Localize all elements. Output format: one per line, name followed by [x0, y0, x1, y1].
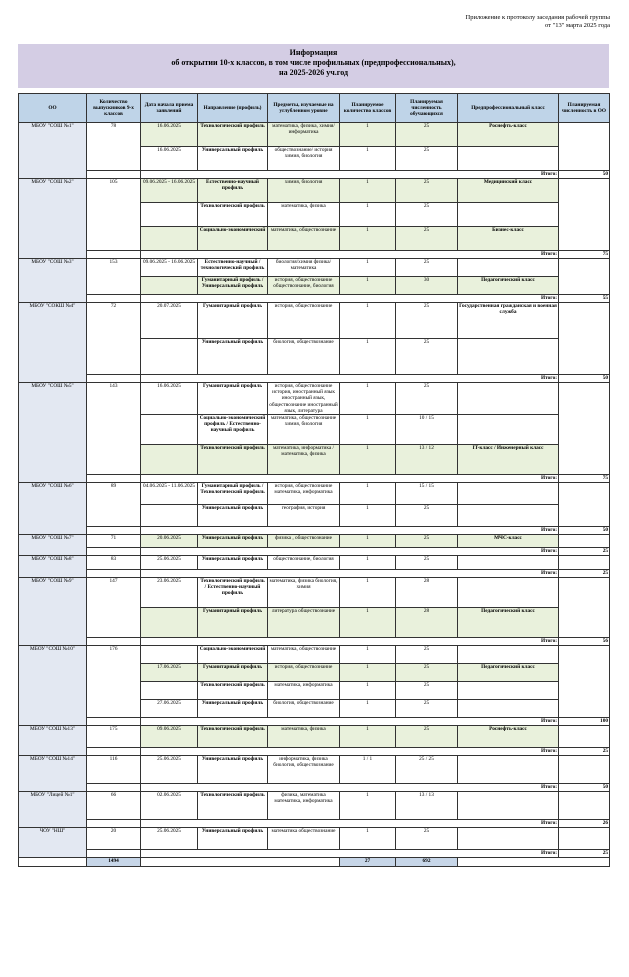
school-total-spacer: [559, 535, 610, 548]
graduates-count: 116: [87, 756, 141, 784]
school-total-row: [19, 570, 610, 578]
graduates-count: 153: [87, 259, 141, 295]
profile-direction: Социально-экономический профиль / Естественно-научный профиль: [198, 415, 268, 445]
total-label: Итого:: [141, 850, 559, 858]
planned-students: 15 / 15: [396, 483, 458, 505]
preprofessional-class: IT-класс / Инженерный класс: [458, 445, 559, 475]
planned-students: 25: [396, 303, 458, 339]
title-line-3: на 2025-2026 уч.год: [278, 68, 349, 77]
header-cell: Предметы, изучаемые на углубленном уровне: [268, 94, 340, 123]
advanced-subjects: обществознание, биология: [268, 556, 340, 570]
school-total-spacer: [559, 726, 610, 748]
profile-direction: Социально-экономический: [198, 227, 268, 251]
planned-classes: 1: [340, 578, 396, 608]
title-line-2: об открытии 10-х классов, в том числе профильных (предпрофессиональных),: [171, 58, 456, 67]
school-total-value: 75: [559, 251, 610, 259]
total-label: Итого:: [141, 570, 559, 578]
planned-students: 25: [396, 682, 458, 700]
preprofessional-class: [458, 578, 559, 608]
planned-students: 25: [396, 383, 458, 415]
school-total-row: [19, 548, 610, 556]
application-date: 09.06.2025 - 16.06.2025: [141, 259, 198, 277]
total-label: Итого:: [141, 171, 559, 179]
total-label: Итого:: [141, 638, 559, 646]
school-total-value: 25: [559, 748, 610, 756]
planned-classes: 1: [340, 259, 396, 277]
preprofessional-class: [458, 203, 559, 227]
total-label: Итого:: [141, 784, 559, 792]
total-empty: [87, 171, 141, 179]
preprofessional-class: [458, 700, 559, 718]
school-name: МБОУ "СОШ №7": [19, 535, 87, 556]
profile-direction: Технологический профиль: [198, 682, 268, 700]
planned-students: 13 / 13: [396, 792, 458, 820]
profile-direction: Гуманитарный профиль / Технологический профиль: [198, 483, 268, 505]
school-name: МБОУ "СОШ №10": [19, 646, 87, 726]
school-name: МБОУ "СОШ №3": [19, 259, 87, 303]
table-row: [19, 828, 610, 850]
classes-table: [18, 93, 610, 867]
preprofessional-class: Роснефть-класс: [458, 726, 559, 748]
graduates-count: 78: [87, 123, 141, 171]
header-row: [19, 94, 610, 123]
advanced-subjects: математика обществознание: [268, 828, 340, 850]
preprofessional-class: [458, 682, 559, 700]
planned-classes: 1 / 1: [340, 756, 396, 784]
protocol-note: Приложение к протоколу заседания рабочей группы от "13" марта 2025 года: [465, 14, 610, 29]
school-total-value: 56: [559, 638, 610, 646]
total-empty: [87, 748, 141, 756]
preprofessional-class: [458, 339, 559, 375]
school-total-row: [19, 718, 610, 726]
graduates-count: 147: [87, 578, 141, 638]
school-total-row: [19, 375, 610, 383]
total-label: Итого:: [141, 375, 559, 383]
application-date: 27.06.2025: [141, 700, 198, 718]
preprofessional-class: Роснефть-класс: [458, 123, 559, 147]
school-name: МБОУ "СОШ №8": [19, 556, 87, 578]
planned-students: 25: [396, 664, 458, 682]
school-total-value: 50: [559, 784, 610, 792]
preprofessional-class: Медицинский класс: [458, 179, 559, 203]
total-label: Итого:: [141, 527, 559, 535]
advanced-subjects: история, обществознание: [268, 664, 340, 682]
table-row: [19, 578, 610, 608]
application-date: [141, 682, 198, 700]
preprofessional-class: [458, 415, 559, 445]
application-date: 25.06.2025: [141, 756, 198, 784]
preprofessional-class: [458, 505, 559, 527]
total-label: Итого:: [141, 251, 559, 259]
application-date: [141, 505, 198, 527]
table-body: [19, 123, 610, 867]
total-empty: [87, 570, 141, 578]
total-empty: [87, 548, 141, 556]
planned-classes: 1: [340, 179, 396, 203]
school-total-value: 50: [559, 375, 610, 383]
planned-students: 30: [396, 277, 458, 295]
planned-students: 25: [396, 179, 458, 203]
graduates-count: 71: [87, 535, 141, 548]
profile-direction: Технологический профиль: [198, 123, 268, 147]
planned-students: 25: [396, 259, 458, 277]
school-total-value: 25: [559, 850, 610, 858]
application-date: [141, 445, 198, 475]
planned-classes: 1: [340, 303, 396, 339]
school-total-spacer: [559, 383, 610, 475]
application-date: [141, 646, 198, 664]
advanced-subjects: география, история: [268, 505, 340, 527]
advanced-subjects: математика, физика биология, химия: [268, 578, 340, 608]
profile-direction: Технологический профиль / Естественно-научный профиль: [198, 578, 268, 608]
school-total-row: [19, 475, 610, 483]
planned-students: 25: [396, 227, 458, 251]
header-cell: Направление (профиль): [198, 94, 268, 123]
application-date: 16.06.2025: [141, 383, 198, 415]
school-total-value: 25: [559, 570, 610, 578]
planned-classes: 1: [340, 556, 396, 570]
table-row: [19, 535, 610, 548]
profile-direction: Технологический профиль: [198, 445, 268, 475]
school-total-spacer: [559, 578, 610, 638]
school-total-spacer: [559, 303, 610, 375]
school-total-spacer: [559, 756, 610, 784]
total-empty: [87, 251, 141, 259]
table-row: [19, 123, 610, 147]
advanced-subjects: математика, обществознание: [268, 227, 340, 251]
total-empty: [87, 850, 141, 858]
planned-students: 25 / 25: [396, 756, 458, 784]
advanced-subjects: биология, обществознание: [268, 339, 340, 375]
total-label: Итого:: [141, 820, 559, 828]
profile-direction: Естественно-научный / технологический профиль: [198, 259, 268, 277]
planned-students: 25: [396, 339, 458, 375]
total-empty: [87, 527, 141, 535]
table-row: [19, 259, 610, 277]
planned-students: 28: [396, 578, 458, 608]
planned-students: 28: [396, 608, 458, 638]
application-date: [141, 608, 198, 638]
total-label: Итого:: [141, 295, 559, 303]
planned-students: 25: [396, 123, 458, 147]
planned-classes: 1: [340, 123, 396, 147]
advanced-subjects: физика, математика математика, информатика: [268, 792, 340, 820]
preprofessional-class: [458, 483, 559, 505]
application-date: 20.06.2025: [141, 535, 198, 548]
preprofessional-class: Педагогический класс: [458, 664, 559, 682]
graduates-count: 83: [87, 556, 141, 570]
school-total-value: 100: [559, 718, 610, 726]
application-date: 25.06.2025: [141, 556, 198, 570]
profile-direction: Универсальный профиль: [198, 147, 268, 171]
school-name: ЧОУ "НШ": [19, 828, 87, 858]
graduates-count: 176: [87, 646, 141, 718]
graduates-count: 89: [87, 483, 141, 527]
profile-direction: Универсальный профиль: [198, 535, 268, 548]
application-date: 02.06.2025: [141, 792, 198, 820]
planned-classes: 1: [340, 608, 396, 638]
school-name: МБОУ "СОШ №1": [19, 123, 87, 179]
graduates-count: 105: [87, 179, 141, 251]
profile-direction: Гуманитарный профиль: [198, 303, 268, 339]
school-total-row: [19, 784, 610, 792]
planned-classes: 1: [340, 445, 396, 475]
application-date: 25.06.2025: [141, 828, 198, 850]
planned-classes: 1: [340, 535, 396, 548]
grand-empty: [141, 858, 340, 867]
application-date: [141, 277, 198, 295]
school-total-spacer: [559, 259, 610, 295]
table-row: [19, 756, 610, 784]
total-empty: [87, 475, 141, 483]
school-total-spacer: [559, 792, 610, 820]
planned-students: 25: [396, 700, 458, 718]
planned-students: 25: [396, 505, 458, 527]
preprofessional-class: [458, 147, 559, 171]
advanced-subjects: обществознание/ история химия, биология: [268, 147, 340, 171]
school-total-value: 25: [559, 548, 610, 556]
planned-students: 25: [396, 535, 458, 548]
graduates-count: 72: [87, 303, 141, 375]
planned-classes: 1: [340, 700, 396, 718]
advanced-subjects: математика, физика: [268, 203, 340, 227]
graduates-count: 20: [87, 828, 141, 850]
application-date: 09.06.2025 - 16.06.2025: [141, 179, 198, 203]
advanced-subjects: математика, физика: [268, 726, 340, 748]
application-date: 09.06.2025: [141, 726, 198, 748]
preprofessional-class: [458, 646, 559, 664]
preprofessional-class: Бизнес-класс: [458, 227, 559, 251]
planned-classes: 1: [340, 726, 396, 748]
profile-direction: Универсальный профиль: [198, 700, 268, 718]
header-cell: Дата начала приема заявлений: [141, 94, 198, 123]
school-total-spacer: [559, 483, 610, 527]
advanced-subjects: история, обществознание: [268, 303, 340, 339]
preprofessional-class: [458, 792, 559, 820]
school-total-value: 50: [559, 171, 610, 179]
total-empty: [87, 718, 141, 726]
total-label: Итого:: [141, 475, 559, 483]
table-row: [19, 483, 610, 505]
total-label: Итого:: [141, 748, 559, 756]
profile-direction: Гуманитарный профиль / Универсальный профиль: [198, 277, 268, 295]
total-label: Итого:: [141, 718, 559, 726]
application-date: [141, 227, 198, 251]
school-name: МБОУ "Лицей №1": [19, 792, 87, 828]
school-name: МБОУ "СОШ №13": [19, 726, 87, 756]
profile-direction: Универсальный профиль: [198, 339, 268, 375]
header-cell: Предпрофессиональный класс: [458, 94, 559, 123]
grand-classes: 27: [340, 858, 396, 867]
preprofessional-class: Государственная гражданская и военная служба: [458, 303, 559, 339]
grand-total-row: [19, 858, 610, 867]
table-row: [19, 792, 610, 820]
planned-students: 25: [396, 726, 458, 748]
planned-classes: 1: [340, 415, 396, 445]
advanced-subjects: информатика, физика биология, обществознание: [268, 756, 340, 784]
profile-direction: Социально-экономический: [198, 646, 268, 664]
grand-empty: [458, 858, 610, 867]
table-row: [19, 726, 610, 748]
preprofessional-class: МЧС-класс: [458, 535, 559, 548]
advanced-subjects: литература обществознание: [268, 608, 340, 638]
school-total-row: [19, 820, 610, 828]
profile-direction: Технологический профиль: [198, 203, 268, 227]
school-name: МБОУ "СОШ №6": [19, 483, 87, 535]
application-date: 17.06.2025: [141, 664, 198, 682]
planned-students: 25: [396, 203, 458, 227]
table-row: [19, 179, 610, 203]
advanced-subjects: биология, обществознание: [268, 700, 340, 718]
advanced-subjects: математика, обществознание: [268, 646, 340, 664]
total-empty: [87, 784, 141, 792]
planned-classes: 1: [340, 646, 396, 664]
advanced-subjects: химия, биология: [268, 179, 340, 203]
planned-classes: 1: [340, 339, 396, 375]
school-name: МБОУ "СОШ №14": [19, 756, 87, 792]
school-name: МБОУ "СОШ №5": [19, 383, 87, 483]
header-cell: Планируемая численность обучающихся: [396, 94, 458, 123]
application-date: 04.06.2025 - 11.06.2025: [141, 483, 198, 505]
application-date: [141, 203, 198, 227]
school-name: МБОУ "СОКШ №4": [19, 303, 87, 383]
planned-classes: 1: [340, 383, 396, 415]
title-line-1: Информация: [289, 48, 338, 57]
advanced-subjects: история, обществознание история, иностранный язык иностранный язык, обществознание иностранный язык, литература: [269, 383, 338, 414]
application-date: [141, 415, 198, 445]
advanced-subjects: математика, физика, химия/ информатика: [268, 123, 340, 147]
preprofessional-class: [458, 756, 559, 784]
school-total-spacer: [559, 556, 610, 570]
total-label: Итого:: [141, 548, 559, 556]
planned-students: 25: [396, 556, 458, 570]
school-total-value: 55: [559, 295, 610, 303]
planned-classes: 1: [340, 664, 396, 682]
advanced-subjects: история, обществознание математика, информатика: [268, 483, 340, 505]
preprofessional-class: [458, 383, 559, 415]
preprofessional-class: [458, 828, 559, 850]
table-row: [19, 303, 610, 339]
school-total-value: 75: [559, 475, 610, 483]
application-date: 16.06.2025: [141, 123, 198, 147]
application-date: 23.06.2025: [141, 578, 198, 608]
planned-students: 13 / 12: [396, 445, 458, 475]
header-cell: Количество выпускников 9-х классов: [87, 94, 141, 123]
application-date: 16.06.2025: [141, 147, 198, 171]
school-total-row: [19, 748, 610, 756]
preprofessional-class: Педагогический класс: [458, 608, 559, 638]
planned-students: 25: [396, 828, 458, 850]
school-name: МБОУ "СОШ №9": [19, 578, 87, 646]
table-row: [19, 646, 610, 664]
header-cell: Планируемая численность в ОО: [559, 94, 610, 123]
planned-classes: 1: [340, 203, 396, 227]
planned-students: 10 / 15: [396, 415, 458, 445]
school-total-value: 26: [559, 820, 610, 828]
grand-graduates: 1494: [87, 858, 141, 867]
planned-classes: 1: [340, 483, 396, 505]
planned-classes: 1: [340, 505, 396, 527]
planned-students: 25: [396, 646, 458, 664]
school-total-spacer: [559, 123, 610, 171]
profile-direction: Универсальный профиль: [198, 505, 268, 527]
header-cell: Планируемое количество классов: [340, 94, 396, 123]
school-total-row: [19, 251, 610, 259]
graduates-count: 175: [87, 726, 141, 748]
profile-direction: Универсальный профиль: [198, 556, 268, 570]
preprofessional-class: [458, 259, 559, 277]
profile-direction: Технологический профиль: [198, 726, 268, 748]
school-total-spacer: [559, 179, 610, 251]
planned-classes: 1: [340, 792, 396, 820]
grand-empty: [19, 858, 87, 867]
document-title: [18, 44, 609, 88]
profile-direction: Гуманитарный профиль: [198, 608, 268, 638]
planned-classes: 1: [340, 682, 396, 700]
total-empty: [87, 295, 141, 303]
school-total-row: [19, 527, 610, 535]
planned-classes: 1: [340, 828, 396, 850]
application-date: 20.07.2025: [141, 303, 198, 339]
table-row: [19, 383, 610, 415]
school-total-row: [19, 638, 610, 646]
total-empty: [87, 638, 141, 646]
graduates-count: 143: [87, 383, 141, 475]
planned-classes: 1: [340, 227, 396, 251]
header-cell: ОО: [19, 94, 87, 123]
profile-direction: Гуманитарный профиль: [198, 383, 268, 415]
total-empty: [87, 820, 141, 828]
graduates-count: 66: [87, 792, 141, 820]
profile-direction: Технологический профиль: [198, 792, 268, 820]
profile-direction: Естественно-научный профиль: [198, 179, 268, 203]
school-total-row: [19, 295, 610, 303]
planned-classes: 1: [340, 147, 396, 171]
table-row: [19, 556, 610, 570]
advanced-subjects: биология/химия физика/ математика: [268, 259, 340, 277]
profile-direction: Универсальный профиль: [198, 756, 268, 784]
advanced-subjects: история, обществознание обществознание, биология: [268, 277, 340, 295]
school-total-value: 50: [559, 527, 610, 535]
school-total-spacer: [559, 646, 610, 718]
application-date: [141, 339, 198, 375]
profile-direction: Гуманитарный профиль: [198, 664, 268, 682]
advanced-subjects: математика, информатика / математика, физика: [268, 445, 340, 475]
school-name: МБОУ "СОШ №2": [19, 179, 87, 259]
advanced-subjects: математика, информатика: [268, 682, 340, 700]
school-total-row: [19, 171, 610, 179]
total-empty: [87, 375, 141, 383]
preprofessional-class: [458, 556, 559, 570]
school-total-row: [19, 850, 610, 858]
school-total-spacer: [559, 828, 610, 850]
planned-classes: 1: [340, 277, 396, 295]
advanced-subjects: физика , обществознание: [268, 535, 340, 548]
profile-direction: Универсальный профиль: [198, 828, 268, 850]
advanced-subjects: математика, обществознание химия, биология: [268, 415, 340, 445]
grand-students: 692: [396, 858, 458, 867]
planned-students: 25: [396, 147, 458, 171]
preprofessional-class: Педагогический класс: [458, 277, 559, 295]
